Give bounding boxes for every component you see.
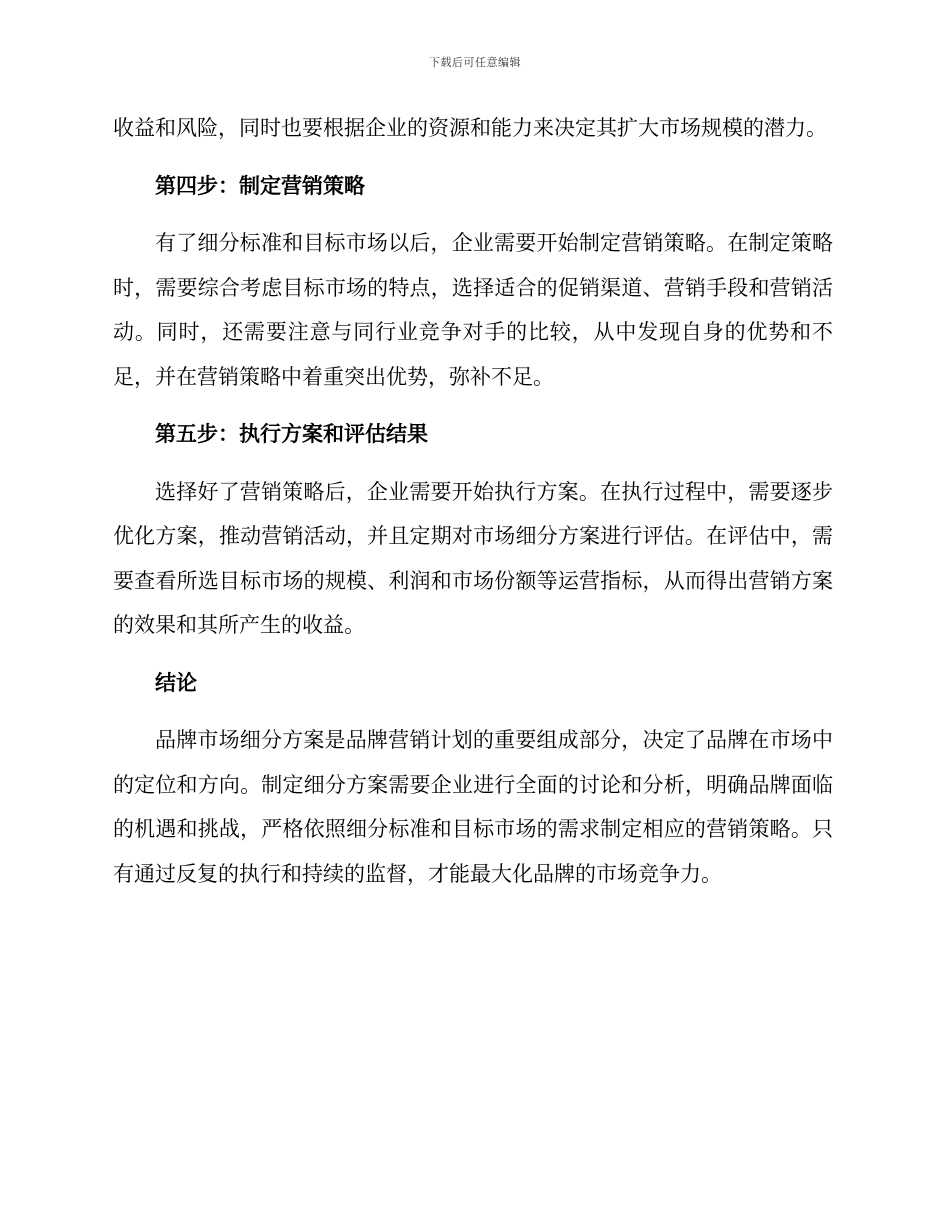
heading-conclusion: 结论 bbox=[155, 670, 197, 695]
paragraph-step-4: 有了细分标准和目标市场以后，企业需要开始制定营销策略。在制定策略时，需要综合考虑目标市场的特点，选择适合的促销渠道、营销手段和营销活动。同时，还需要注意与同行业竞争对手的比较，从中发现自身的优势和不足，并在营销策略中着重突出优势，弥补不足。 bbox=[113, 231, 833, 389]
heading-step-4: 第四步：制定营销策略 bbox=[155, 173, 365, 198]
heading-step-5: 第五步：执行方案和评估结果 bbox=[155, 422, 428, 446]
document-body bbox=[113, 106, 833, 896]
paragraph-conclusion: 品牌市场细分方案是品牌营销计划的重要组成部分，决定了品牌在市场中的定位和方向。制定细分方案需要企业进行全面的讨论和分析，明确品牌面临的机遇和挑战，严格依照细分标准和目标市场的需求制定相应的营销策略。只有通过反复的执行和持续的监督，才能最大化品牌的市场竞争力。 bbox=[113, 728, 833, 886]
paragraph-step-5: 选择好了营销策略后，企业需要开始执行方案。在执行过程中，需要逐步优化方案，推动营销活动，并且定期对市场细分方案进行评估。在评估中，需要查看所选目标市场的规模、利润和市场份额等运营指标，从而得出营销方案的效果和其所产生的收益。 bbox=[113, 479, 833, 637]
header-note: 下载后可任意编辑 bbox=[429, 56, 521, 69]
paragraph-intro-tail: 收益和风险，同时也要根据企业的资源和能力来决定其扩大市场规模的潜力。 bbox=[113, 116, 827, 140]
